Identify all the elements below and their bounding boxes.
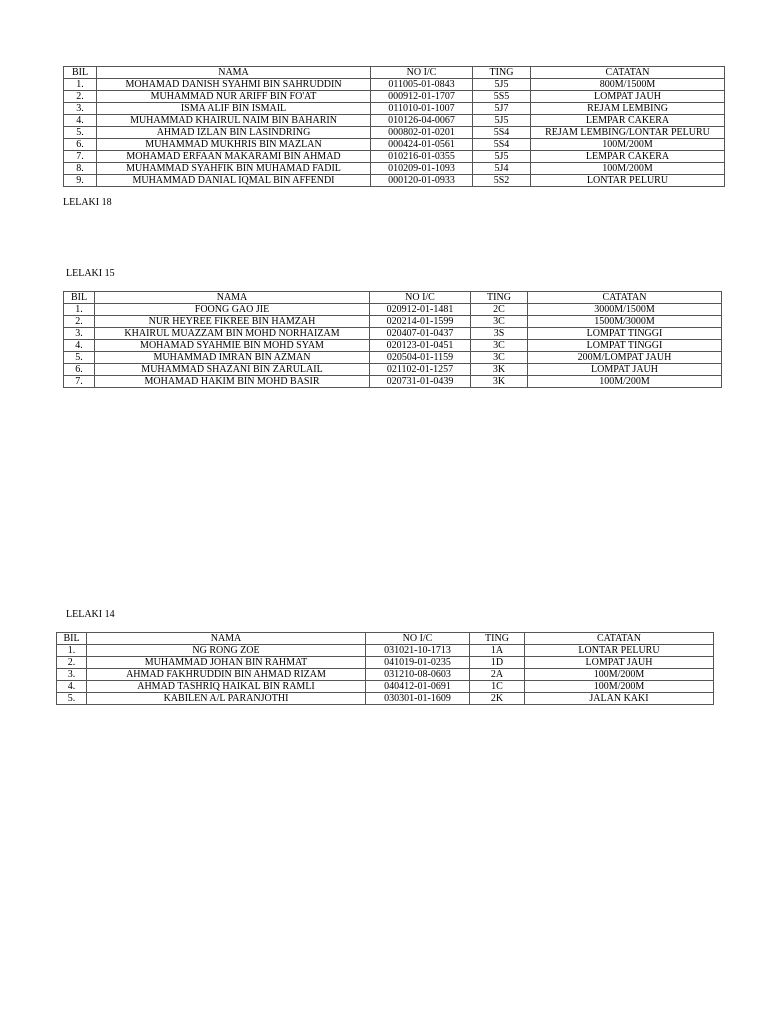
cell-catatan: LOMPAT TINGGI xyxy=(528,340,722,352)
cell-noic: 041019-01-0235 xyxy=(366,657,470,669)
col-header-catatan: CATATAN xyxy=(525,633,714,645)
table-row xyxy=(64,175,725,187)
cell-nama: MUHAMMAD DANIAL IQMAL BIN AFFENDI xyxy=(97,175,371,187)
cell-noic: 040412-01-0691 xyxy=(366,681,470,693)
cell-noic: 021102-01-1257 xyxy=(370,364,471,376)
cell-catatan: LONTAR PELURU xyxy=(531,175,725,187)
table-row xyxy=(64,127,725,139)
table-lelaki-18 xyxy=(63,66,725,187)
col-header-catatan: CATATAN xyxy=(528,292,722,304)
cell-bil: 7. xyxy=(64,376,95,388)
cell-nama: MUHAMMAD NUR ARIFF BIN FO'AT xyxy=(97,91,371,103)
table-row xyxy=(64,115,725,127)
cell-noic: 010216-01-0355 xyxy=(371,151,473,163)
cell-nama: NG RONG ZOE xyxy=(87,645,366,657)
table-row xyxy=(64,304,722,316)
col-header-noic: NO I/C xyxy=(366,633,470,645)
cell-nama: ISMA ALIF BIN ISMAIL xyxy=(97,103,371,115)
cell-catatan: 200M/LOMPAT JAUH xyxy=(528,352,722,364)
cell-bil: 8. xyxy=(64,163,97,175)
col-header-noic: NO I/C xyxy=(371,67,473,79)
col-header-bil: BIL xyxy=(64,67,97,79)
cell-ting: 3C xyxy=(471,352,528,364)
cell-noic: 000802-01-0201 xyxy=(371,127,473,139)
cell-noic: 000120-01-0933 xyxy=(371,175,473,187)
table-row xyxy=(57,681,714,693)
cell-noic: 020504-01-1159 xyxy=(370,352,471,364)
cell-nama: MOHAMAD SYAHMIE BIN MOHD SYAM xyxy=(95,340,370,352)
cell-ting: 3K xyxy=(471,376,528,388)
cell-nama: FOONG GAO JIE xyxy=(95,304,370,316)
table-row xyxy=(64,328,722,340)
cell-catatan: LEMPAR CAKERA xyxy=(531,151,725,163)
col-header-catatan: CATATAN xyxy=(531,67,725,79)
cell-nama: NUR HEYREE FIKREE BIN HAMZAH xyxy=(95,316,370,328)
cell-nama: AHMAD FAKHRUDDIN BIN AHMAD RIZAM xyxy=(87,669,366,681)
table-header-row xyxy=(64,292,722,304)
col-header-nama: NAMA xyxy=(97,67,371,79)
cell-bil: 6. xyxy=(64,364,95,376)
cell-noic: 010126-04-0067 xyxy=(371,115,473,127)
cell-nama: MUHAMMAD KHAIRUL NAIM BIN BAHARIN xyxy=(97,115,371,127)
cell-nama: MUHAMMAD IMRAN BIN AZMAN xyxy=(95,352,370,364)
cell-bil: 7. xyxy=(64,151,97,163)
cell-ting: 3C xyxy=(471,340,528,352)
cell-nama: MUHAMMAD MUKHRIS BIN MAZLAN xyxy=(97,139,371,151)
cell-catatan: LOMPAT JAUH xyxy=(528,364,722,376)
cell-bil: 4. xyxy=(64,340,95,352)
col-header-bil: BIL xyxy=(64,292,95,304)
cell-ting: 3K xyxy=(471,364,528,376)
cell-bil: 1. xyxy=(57,645,87,657)
cell-ting: 5J5 xyxy=(473,115,531,127)
cell-bil: 5. xyxy=(64,352,95,364)
cell-ting: 3S xyxy=(471,328,528,340)
table-lelaki-15 xyxy=(63,291,722,388)
cell-catatan: LONTAR PELURU xyxy=(525,645,714,657)
table-row xyxy=(57,657,714,669)
col-header-noic: NO I/C xyxy=(370,292,471,304)
cell-catatan: REJAM LEMBING/LONTAR PELURU xyxy=(531,127,725,139)
col-header-nama: NAMA xyxy=(87,633,366,645)
cell-ting: 5J5 xyxy=(473,151,531,163)
cell-ting: 3C xyxy=(471,316,528,328)
cell-noic: 030301-01-1609 xyxy=(366,693,470,705)
cell-ting: 5J5 xyxy=(473,79,531,91)
cell-catatan: 100M/200M xyxy=(525,669,714,681)
cell-ting: 2C xyxy=(471,304,528,316)
cell-bil: 5. xyxy=(64,127,97,139)
cell-ting: 1C xyxy=(470,681,525,693)
cell-nama: MOHAMAD ERFAAN MAKARAMI BIN AHMAD xyxy=(97,151,371,163)
cell-catatan: 800M/1500M xyxy=(531,79,725,91)
table-row xyxy=(57,645,714,657)
section-label-lelaki-14: LELAKI 14 xyxy=(66,609,115,620)
cell-ting: 5S4 xyxy=(473,139,531,151)
cell-bil: 2. xyxy=(64,316,95,328)
cell-catatan: LOMPAT JAUH xyxy=(525,657,714,669)
cell-catatan: 1500M/3000M xyxy=(528,316,722,328)
cell-bil: 2. xyxy=(57,657,87,669)
cell-nama: MUHAMMAD SHAZANI BIN ZARULAIL xyxy=(95,364,370,376)
cell-bil: 4. xyxy=(64,115,97,127)
section-label-lelaki-18: LELAKI 18 xyxy=(63,197,112,208)
table-row xyxy=(64,151,725,163)
table-row xyxy=(64,139,725,151)
table-row xyxy=(64,163,725,175)
cell-nama: MUHAMMAD JOHAN BIN RAHMAT xyxy=(87,657,366,669)
cell-noic: 000912-01-1707 xyxy=(371,91,473,103)
cell-noic: 020912-01-1481 xyxy=(370,304,471,316)
cell-bil: 1. xyxy=(64,79,97,91)
cell-ting: 5J4 xyxy=(473,163,531,175)
table-row xyxy=(64,364,722,376)
cell-bil: 2. xyxy=(64,91,97,103)
table-header-row xyxy=(57,633,714,645)
cell-catatan: LOMPAT JAUH xyxy=(531,91,725,103)
col-header-bil: BIL xyxy=(57,633,87,645)
cell-bil: 3. xyxy=(57,669,87,681)
cell-catatan: LEMPAR CAKERA xyxy=(531,115,725,127)
cell-catatan: 100M/200M xyxy=(531,163,725,175)
cell-nama: KABILEN A/L PARANJOTHI xyxy=(87,693,366,705)
table-row xyxy=(64,79,725,91)
cell-nama: AHMAD IZLAN BIN LASINDRING xyxy=(97,127,371,139)
cell-bil: 4. xyxy=(57,681,87,693)
cell-nama: MOHAMAD HAKIM BIN MOHD BASIR xyxy=(95,376,370,388)
table-header-row xyxy=(64,67,725,79)
cell-catatan: LOMPAT TINGGI xyxy=(528,328,722,340)
cell-bil: 6. xyxy=(64,139,97,151)
cell-noic: 020407-01-0437 xyxy=(370,328,471,340)
cell-noic: 020123-01-0451 xyxy=(370,340,471,352)
cell-nama: MUHAMMAD SYAHFIK BIN MUHAMAD FADIL xyxy=(97,163,371,175)
cell-noic: 020214-01-1599 xyxy=(370,316,471,328)
cell-bil: 9. xyxy=(64,175,97,187)
cell-noic: 031021-10-1713 xyxy=(366,645,470,657)
cell-noic: 020731-01-0439 xyxy=(370,376,471,388)
cell-nama: MOHAMAD DANISH SYAHMI BIN SAHRUDDIN xyxy=(97,79,371,91)
cell-ting: 2K xyxy=(470,693,525,705)
cell-catatan: 100M/200M xyxy=(531,139,725,151)
cell-ting: 5S2 xyxy=(473,175,531,187)
cell-nama: AHMAD TASHRIQ HAIKAL BIN RAMLI xyxy=(87,681,366,693)
cell-bil: 3. xyxy=(64,328,95,340)
cell-ting: 5J7 xyxy=(473,103,531,115)
cell-catatan: JALAN KAKI xyxy=(525,693,714,705)
cell-ting: 5S5 xyxy=(473,91,531,103)
table-lelaki-14 xyxy=(56,632,714,705)
cell-catatan: 100M/200M xyxy=(525,681,714,693)
table-row xyxy=(64,376,722,388)
table-row xyxy=(64,91,725,103)
cell-noic: 011005-01-0843 xyxy=(371,79,473,91)
col-header-nama: NAMA xyxy=(95,292,370,304)
cell-ting: 2A xyxy=(470,669,525,681)
cell-catatan: 3000M/1500M xyxy=(528,304,722,316)
table-row xyxy=(57,669,714,681)
cell-nama: KHAIRUL MUAZZAM BIN MOHD NORHAIZAM xyxy=(95,328,370,340)
cell-noic: 011010-01-1007 xyxy=(371,103,473,115)
cell-bil: 1. xyxy=(64,304,95,316)
cell-catatan: 100M/200M xyxy=(528,376,722,388)
col-header-ting: TING xyxy=(471,292,528,304)
section-label-lelaki-15: LELAKI 15 xyxy=(66,268,115,279)
table-row xyxy=(64,316,722,328)
cell-noic: 000424-01-0561 xyxy=(371,139,473,151)
cell-ting: 5S4 xyxy=(473,127,531,139)
cell-noic: 031210-08-0603 xyxy=(366,669,470,681)
cell-noic: 010209-01-1093 xyxy=(371,163,473,175)
cell-ting: 1D xyxy=(470,657,525,669)
table-row xyxy=(64,340,722,352)
cell-bil: 5. xyxy=(57,693,87,705)
col-header-ting: TING xyxy=(470,633,525,645)
table-row xyxy=(64,103,725,115)
cell-ting: 1A xyxy=(470,645,525,657)
col-header-ting: TING xyxy=(473,67,531,79)
cell-bil: 3. xyxy=(64,103,97,115)
table-row xyxy=(57,693,714,705)
table-row xyxy=(64,352,722,364)
cell-catatan: REJAM LEMBING xyxy=(531,103,725,115)
